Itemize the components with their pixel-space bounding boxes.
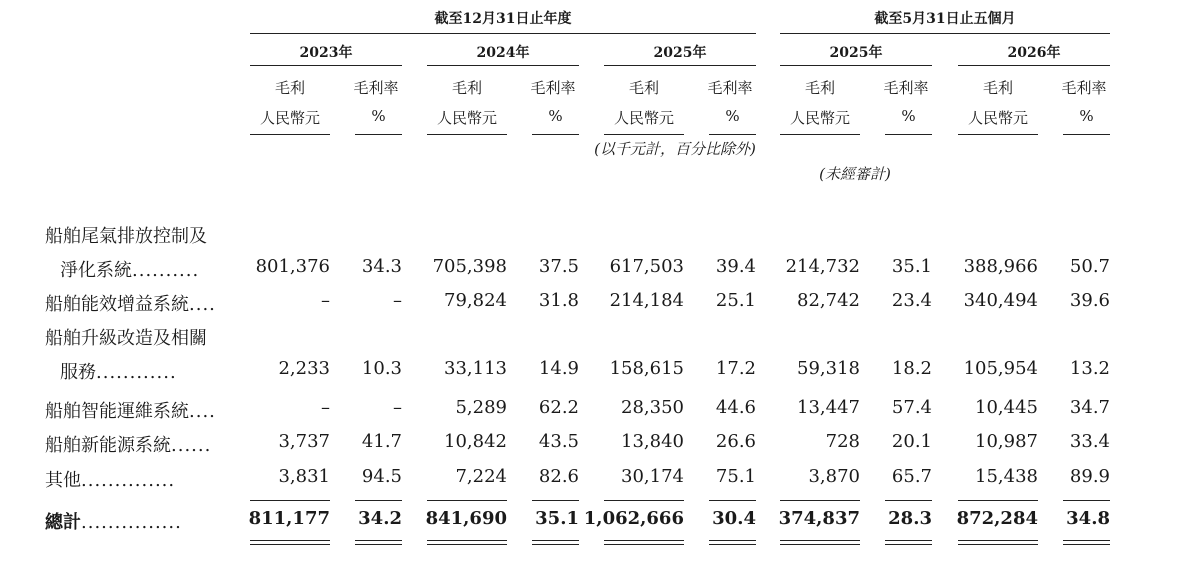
total-gross-profit-cell: 1,062,666 <box>583 508 684 529</box>
margin-cell: 75.1 <box>715 466 756 487</box>
margin-cell: 94.5 <box>361 466 402 487</box>
margin-cell: 41.7 <box>361 431 402 452</box>
unit-rule-rmb-2026 <box>958 134 1038 135</box>
total-double-rule <box>604 540 684 545</box>
col-margin-2024: 毛利率 <box>530 79 576 97</box>
margin-cell: 25.1 <box>715 290 756 311</box>
total-gross-profit-cell: 811,177 <box>248 508 330 529</box>
unit-rule-pct-2023 <box>355 134 402 135</box>
row-label <box>45 397 216 423</box>
total-double-rule <box>885 540 932 545</box>
unit-rmb-2025: 人民幣元 <box>613 109 674 127</box>
unit-pct-2025-fm: % <box>901 107 916 125</box>
gross-profit-cell: 15,438 <box>975 466 1038 487</box>
margin-cell: 33.4 <box>1069 431 1110 452</box>
unit-rmb-2024: 人民幣元 <box>436 109 497 127</box>
gross-profit-cell: 82,742 <box>797 290 860 311</box>
row-label-text: 服務 <box>60 362 96 383</box>
margin-cell: 50.7 <box>1069 256 1110 277</box>
total-margin-cell: 35.1 <box>535 508 579 529</box>
margin-cell: – <box>393 397 402 418</box>
total-gross-profit-cell: 841,690 <box>425 508 507 529</box>
period-rule-2023 <box>250 65 402 66</box>
total-margin-cell: 34.2 <box>358 508 402 529</box>
period-rule-2026 <box>958 65 1110 66</box>
gross-profit-cell: 388,966 <box>963 256 1038 277</box>
gross-profit-cell: – <box>321 397 330 418</box>
total-top-rule <box>709 500 756 501</box>
row-leader-dots: .... <box>189 294 216 315</box>
period-2023: 2023年 <box>299 45 353 61</box>
total-double-rule <box>355 540 402 545</box>
unit-pct-2024: % <box>548 107 563 125</box>
gross-profit-cell: 30,174 <box>621 466 684 487</box>
row-label-text: 淨化系統 <box>60 260 132 281</box>
gross-profit-cell: 10,445 <box>975 397 1038 418</box>
note-thousands: (以千元計，百分比除外) <box>594 140 756 158</box>
margin-cell: 31.8 <box>538 290 579 311</box>
gross-profit-cell: 10,987 <box>975 431 1038 452</box>
total-leader-dots: ............... <box>81 512 182 533</box>
margin-cell: 44.6 <box>715 397 756 418</box>
total-top-rule <box>250 500 330 501</box>
margin-cell: – <box>393 290 402 311</box>
margin-cell: 65.7 <box>891 466 932 487</box>
row-label-text: 船舶新能源系統 <box>45 435 171 456</box>
row-label <box>45 431 211 457</box>
total-double-rule <box>709 540 756 545</box>
total-label-text: 總計 <box>45 512 81 533</box>
margin-cell: 34.3 <box>361 256 402 277</box>
margin-cell: 57.4 <box>891 397 932 418</box>
row-label-text: 船舶能效增益系統 <box>45 294 189 315</box>
row-label: 船舶尾氣排放控制及 <box>45 226 207 247</box>
unit-pct-2026: % <box>1079 107 1094 125</box>
gross-profit-cell: 2,233 <box>278 358 330 379</box>
row-label <box>45 466 175 492</box>
unit-pct-2023: % <box>371 107 386 125</box>
row-label-continuation <box>60 256 199 282</box>
margin-cell: 62.2 <box>538 397 579 418</box>
margin-cell: 13.2 <box>1069 358 1110 379</box>
margin-cell: 39.6 <box>1069 290 1110 311</box>
unit-rule-pct-2024 <box>532 134 579 135</box>
col-margin-2025: 毛利率 <box>707 79 753 97</box>
unit-rule-pct-2026 <box>1063 134 1110 135</box>
row-leader-dots: .............. <box>81 470 176 491</box>
gross-profit-cell: 59,318 <box>797 358 860 379</box>
margin-cell: 89.9 <box>1069 466 1110 487</box>
group-title-year-end: 截至12月31日止年度 <box>434 11 572 27</box>
margin-cell: 18.2 <box>891 358 932 379</box>
unit-pct-2025: % <box>725 107 740 125</box>
gross-profit-cell: 105,954 <box>963 358 1038 379</box>
margin-cell: 34.7 <box>1069 397 1110 418</box>
unit-rule-pct-2025 <box>709 134 756 135</box>
total-margin-cell: 28.3 <box>888 508 932 529</box>
unit-rule-pct-2025-fm <box>885 134 932 135</box>
col-margin-2023: 毛利率 <box>353 79 399 97</box>
margin-cell: 10.3 <box>361 358 402 379</box>
margin-cell: 35.1 <box>891 256 932 277</box>
unit-rule-rmb-2025 <box>604 134 684 135</box>
gross-profit-cell: – <box>321 290 330 311</box>
row-leader-dots: ...... <box>171 435 212 456</box>
row-leader-dots: ............ <box>96 362 177 383</box>
period-2024: 2024年 <box>476 45 530 61</box>
total-label <box>45 508 182 534</box>
period-2026: 2026年 <box>1007 45 1061 61</box>
col-margin-2026: 毛利率 <box>1061 79 1107 97</box>
row-label <box>45 290 216 316</box>
total-top-rule <box>532 500 579 501</box>
group-title-five-months: 截至5月31日止五個月 <box>874 11 1016 27</box>
total-double-rule <box>250 540 330 545</box>
margin-cell: 23.4 <box>891 290 932 311</box>
unit-rule-rmb-2023 <box>250 134 330 135</box>
margin-cell: 39.4 <box>715 256 756 277</box>
total-top-rule <box>427 500 507 501</box>
col-gross-profit-2025: 毛利 <box>628 79 659 97</box>
period-2025: 2025年 <box>653 45 707 61</box>
total-top-rule <box>958 500 1038 501</box>
gross-profit-cell: 617,503 <box>609 256 684 277</box>
total-top-rule <box>885 500 932 501</box>
total-double-rule <box>1063 540 1110 545</box>
group-rule-year-end <box>250 33 756 34</box>
row-leader-dots: .......... <box>132 260 200 281</box>
total-gross-profit-cell: 872,284 <box>956 508 1038 529</box>
gross-profit-cell: 5,289 <box>455 397 507 418</box>
gross-profit-cell: 158,615 <box>609 358 684 379</box>
total-double-rule <box>427 540 507 545</box>
col-margin-2025-fm: 毛利率 <box>883 79 929 97</box>
gross-profit-cell: 13,840 <box>621 431 684 452</box>
total-top-rule <box>355 500 402 501</box>
col-gross-profit-2026: 毛利 <box>982 79 1013 97</box>
gross-profit-cell: 214,732 <box>785 256 860 277</box>
group-rule-five-months <box>780 33 1110 34</box>
total-gross-profit-cell: 374,837 <box>778 508 860 529</box>
unit-rmb-2025-fm: 人民幣元 <box>789 109 850 127</box>
total-double-rule <box>958 540 1038 545</box>
gross-profit-cell: 10,842 <box>444 431 507 452</box>
col-gross-profit-2025-fm: 毛利 <box>804 79 835 97</box>
total-top-rule <box>780 500 860 501</box>
gross-profit-cell: 801,376 <box>255 256 330 277</box>
unit-rule-rmb-2024 <box>427 134 507 135</box>
row-label-text: 船舶智能運維系統 <box>45 401 189 422</box>
margin-cell: 20.1 <box>891 431 932 452</box>
margin-cell: 14.9 <box>538 358 579 379</box>
period-2025-five-months: 2025年 <box>829 45 883 61</box>
unit-rule-rmb-2025-fm <box>780 134 860 135</box>
gross-profit-cell: 7,224 <box>455 466 507 487</box>
margin-cell: 82.6 <box>538 466 579 487</box>
period-rule-2025 <box>604 65 756 66</box>
gross-profit-cell: 705,398 <box>432 256 507 277</box>
gross-profit-cell: 214,184 <box>609 290 684 311</box>
total-double-rule <box>532 540 579 545</box>
col-gross-profit-2023: 毛利 <box>274 79 305 97</box>
row-label-text: 其他 <box>45 470 81 491</box>
total-top-rule <box>604 500 684 501</box>
row-label-continuation <box>60 358 177 384</box>
margin-cell: 37.5 <box>538 256 579 277</box>
gross-profit-cell: 3,870 <box>808 466 860 487</box>
margin-cell: 26.6 <box>715 431 756 452</box>
row-label: 船舶升級改造及相關 <box>45 328 207 349</box>
gross-profit-cell: 3,831 <box>278 466 330 487</box>
row-leader-dots: .... <box>189 401 216 422</box>
gross-profit-cell: 28,350 <box>621 397 684 418</box>
gross-profit-cell: 340,494 <box>963 290 1038 311</box>
period-rule-2025-five-months <box>780 65 932 66</box>
unit-rmb-2023: 人民幣元 <box>259 109 320 127</box>
period-rule-2024 <box>427 65 579 66</box>
total-margin-cell: 34.8 <box>1066 508 1110 529</box>
gross-profit-cell: 13,447 <box>797 397 860 418</box>
gross-profit-cell: 79,824 <box>444 290 507 311</box>
margin-cell: 43.5 <box>538 431 579 452</box>
total-margin-cell: 30.4 <box>712 508 756 529</box>
total-double-rule <box>780 540 860 545</box>
total-top-rule <box>1063 500 1110 501</box>
gross-profit-cell: 728 <box>825 431 860 452</box>
unit-rmb-2026: 人民幣元 <box>967 109 1028 127</box>
margin-cell: 17.2 <box>715 358 756 379</box>
note-unaudited: (未經審計) <box>819 165 891 183</box>
gross-profit-cell: 33,113 <box>444 358 507 379</box>
gross-profit-cell: 3,737 <box>278 431 330 452</box>
col-gross-profit-2024: 毛利 <box>451 79 482 97</box>
